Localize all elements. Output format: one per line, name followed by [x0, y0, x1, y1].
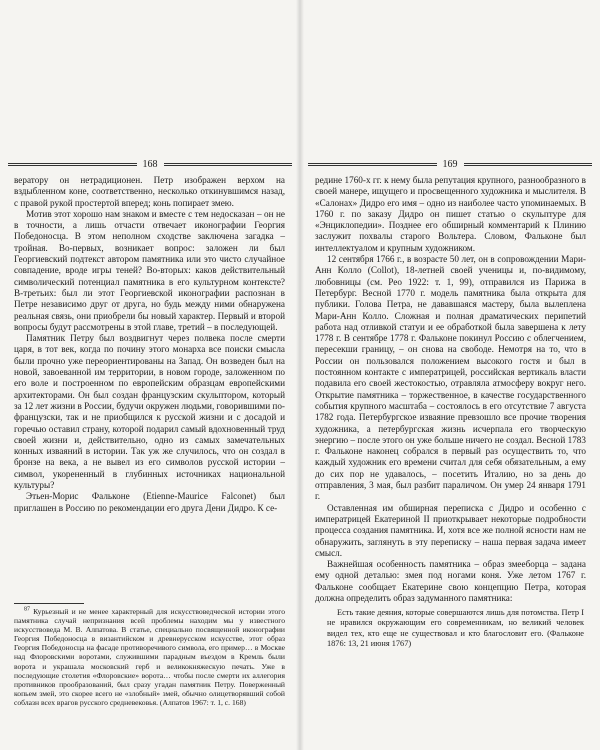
- right-body-text: [315, 175, 586, 695]
- left-body-text: [14, 175, 285, 605]
- header-rule-left: [308, 163, 437, 166]
- header-rule-right: [164, 163, 293, 166]
- footnote-text: Курьезный и не менее характерный для искусствоведческой истории этого памятника случай непризнания всей проблемы находим мы у известного искусствоведа М. В. Алпатова. В статье, специально посвященной иконографии Георгия Победоносца в византийском и древнерусском искусстве, этот образ Георгия Победоносца на фасаде противоречивого символа, его пример… в Москве над Флоровскими воротами, служившими парадным въездом в Кремль были ворота и украшала московский герб и великокняжескую печать. Уже в последующие столетия «Флоровские» ворота… чтобы после смерти их аллегория противников прообразований, был сразу угадан памятник Петру. Поверженный копьем змей, это скорее всего не «злобный» змей, обычно олицетворявший собой соблазн всех врагов русского средневековья. (Алпатов 1967: т. 1, с. 168): [14, 607, 285, 707]
- left-footnotes: [14, 600, 285, 750]
- footnote-marker: 87: [24, 606, 30, 613]
- left-page-header: [8, 158, 292, 170]
- right-page: [300, 0, 600, 750]
- header-rule-left: [8, 163, 137, 166]
- paragraph: 12 сентября 1766 г., в возрасте 50 лет, он в сопровождении Мари-Анн Колло (Collot), 18-летней своей ученицы и, по-видимому, любовницы (см. Реo 1922: т. 1, 99), отправился из Парижа в Петербург. Весной 1770 г. модель памятника была открыта для публики. Голова Петра, не дававшаяся мастеру, была вылеплена Мари-Анн Колло. Сложная и полная драматических перипетий работа над отливкой статуи и ее обработкой была завершена к лету 1778 г. В сентябре 1778 г. Фальконе покинул Россию с облегчением, пересекши границу, – он снова на свободе. Немотря на то, что в России он пользовался положением высокого гостя и был в постоянном контакте с императрицей, российская вертикаль власти подавила его своей жестокостью, отравляла атмосферу вокруг него. Открытие памятника – торжественное, в качестве государственного события крупного масштаба – состоялось в его отсутствие 7 августа 1782 года. Петербургское изваяние превзошло все прочие творения художника, а петербургская жизнь исчерпала его творческую энергию – после этого он уже больше ничего не создал. Весной 1783 г. Фальконе наконец собрался в первый раз осуществить то, что каждый художник его времени считал для себя обязательным, а ему до сих пор не удавалось, – посетить Италию, но за день до отправления, 3 мая, был разбит параличом. Он умер 24 января 1791 г.: [315, 254, 586, 502]
- paragraph: Оставленная им обширная переписка с Дидро и особенно с императрицей Екатериной II приоткрывает некоторые подробности процесса создания памятника. И, хотя все же полной ясности нам не обнаружить, заглянуть в эту переписку – наша первая задача имеет смысл.: [315, 502, 586, 558]
- quote-text: Есть такие деяния, которые совершаются лишь для потомства. Петр I не нравился окружающим его современникам, но великий человек видел тех, кто еще не существовал и кто благословит его. (Фальконе 1876: 13, 21 июня 1767): [327, 608, 584, 648]
- paragraph: Памятник Петру был воздвигнут через полвека после смерти царя, в тот век, когда по почину этого монарха все поиски смысла были прочно уже переориентированы на Запад. Он возведен был на новой, завоеванной им территории, в новом городе, заложенном по его воле и построенном по европейским образцам европейскими архитекторами. Он был создан французским скульптором, который за 12 лет жизни в России, будучи окружен людьми, говорившими по-французски, так и не приобщился к русской жизни и с досадой и горечью оставил страну, которой подарил самый вдохновенный труд своей жизни и, действительно, одно из самых замечательных конных изваяний в истории. Так уж же случилось, что он создал в бронзе на века, а не вывел из его символов русской истории – символ, укорененный в глубинных источниках национальной культуры?: [14, 333, 285, 491]
- page-number-left: 168: [142, 158, 158, 170]
- header-rule-right: [464, 163, 593, 166]
- paragraph: редине 1760-х гг. к нему была репутация крупного, разнообразного в своей манере, ищущего и просвещенного художника и мыслителя. В «Салонах» Дидро его имя – одно из наиболее часто упоминаемых. В 1760 г. по заказу Дидро он пишет статью о скульптуре для «Энциклопедии». Позднее его обширный комментарий к Плинию заслужит похвалы старого Вольтера. Словом, Фальконе был интеллектуалом и крупным художником.: [315, 175, 586, 253]
- paragraph: вератору он нетрадиционен. Петр изображен верхом на вздыбленном коне, соответственно, несколько откинувшимся назад, с правой рукой простертой вперед; конь попирает змею.: [14, 175, 285, 208]
- block-quote: [327, 608, 584, 649]
- footnote-rule: [14, 603, 84, 604]
- paragraph: Мотив этот хорошо нам знаком и вместе с тем недосказан – он не в точности, а лишь отчасти отвечает иконографии Георгия Победоносца. В этом неполном сходстве заключена загадка – тройная. Во-первых, возникает вопрос: заложен ли был Георгиевский подтекст автором памятника или это чисто случайное совпадение, вроде игры теней? Во-вторых: каков действительный символический потенциал памятника в его культурном контексте? В-третьих: был ли этот Георгиевской иконографии распознан в Петре независимо друг от друга, но будь между ними обнаружена реальная связь, они приобрели бы новый характер. Первый и второй вопросы будут рассмотрены в этой главе, третий – в последующей.: [14, 208, 285, 332]
- footnote: [14, 607, 285, 707]
- paragraph: Важнейшая особенность памятника – образ змееборца – задана ему одной деталью: змея под ногами коня. Уже летом 1767 г. Фальконе сообщает Екатерине свою концепцию Петра, которая должна определить образ задуманного памятника:: [315, 559, 586, 603]
- page-number-right: 169: [442, 158, 458, 170]
- paragraph: Этьен-Морис Фальконе (Etienne-Maurice Falconet) был приглашен в Россию по рекомендации его друга Дени Дидро. К се-: [14, 491, 285, 513]
- right-page-header: [308, 158, 592, 170]
